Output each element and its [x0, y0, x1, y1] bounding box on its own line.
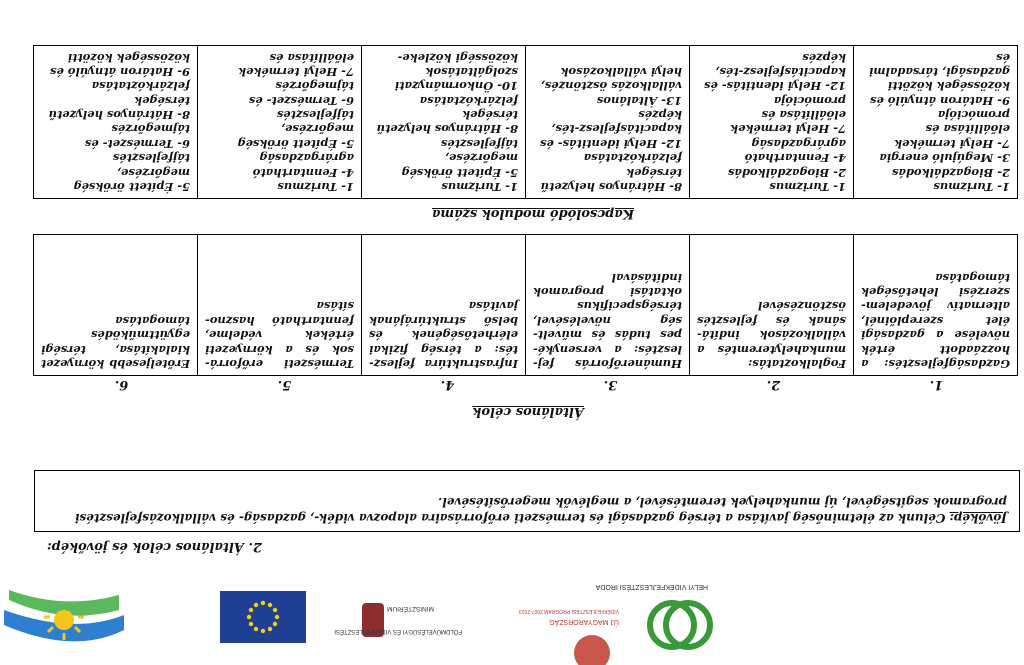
goal-number: 5. [277, 377, 292, 392]
module-item: 9- Határon átnyúló és közösségek közötti [50, 50, 190, 79]
module-item: 9- Határon átnyúló és közösségek közötti gazdasági, társadalmi és [868, 50, 1010, 108]
goals-table [33, 234, 1018, 376]
goal-number: 4. [440, 377, 455, 392]
module-item: 8- Hátrányos helyzetű térségek felzárkóztatása [540, 151, 682, 194]
module-item: 4- Fenntartható agrárgazdaság [252, 151, 354, 180]
goal-cell: Infrastruktúra fejlesz-tés: a térség fizikai elérhetőségének és belső struktúrájának javítása [362, 235, 526, 376]
module-item: 10- Önkormányzati szolgáltatások közösségi közleke- [394, 50, 518, 94]
module-cell [854, 46, 1018, 199]
module-item: 1- Turizmus [769, 180, 846, 194]
ministry-caption: MINISZTÉRIUM [387, 605, 434, 612]
leader-logo [595, 583, 710, 647]
goal-number: 1. [929, 377, 944, 392]
module-item: 2- Biogazdálkodás [891, 165, 1010, 180]
section-title: 2. Általános célok és jövőkép: [46, 539, 262, 554]
module-item: 5- Épített örökség megőrzése, tájfejlesztés [401, 136, 518, 180]
goal-cell: Gazdaságfejlesztés: a hozzáadott érték növelése a gazdasági élet szereplőinél, alternatív jövedelem-szerzési lehetőségek támogatása [854, 235, 1018, 376]
module-item: 7- Helyi termékek előállítása és [238, 50, 354, 79]
goals-heading: Általános célok [472, 404, 584, 419]
module-item: 3- Megújuló energia [879, 151, 1010, 166]
logo-strip [0, 570, 1024, 665]
module-cell [526, 46, 690, 199]
module-item: 8- Hátrányos helyzetű térségek felzárkóztatása [48, 79, 190, 123]
module-item: 5- Épített örökség megőrzése, tájfejlesztés [73, 151, 190, 194]
module-item: 2- Biogazdálkodás [727, 165, 846, 180]
module-item: 4- Fenntartható agrárgazdaság [744, 136, 846, 166]
goal-cell: Erőteljesebb környezet kialakítása, térségi együttműködés támogatása [34, 235, 198, 376]
ministry-logo [334, 603, 462, 637]
vision-box [34, 470, 1020, 532]
module-item: 6- Természet- és tájmegőrzés [84, 122, 190, 151]
goal-cell: Foglalkoztatás: munkahelyteremtés a vállalkozások indítá-sának és fejlesztés ösztönzésével [690, 235, 854, 376]
goal-number: 6. [114, 377, 129, 392]
regional-sun-logo [4, 590, 124, 641]
module-item: 13- Általános vállalkozás ösztönzés, helyi vállalkozások [540, 65, 682, 108]
module-item: 5- Épített örökség megőrzése, tájfejlesztés [237, 108, 354, 151]
umvp-caption: ÚJ MAGYARORSZÁG [549, 618, 619, 625]
module-item: 6- Természet- és tájmegőrzés [248, 79, 354, 108]
module-item: 1- Turizmus [277, 180, 354, 194]
goal-cell: Természeti erőforrá-sok és a környezeti értékek védelme, fenntartható haszno-sítása [198, 235, 362, 376]
module-item: 1- Turizmus [933, 180, 1010, 194]
goal-number: 2. [766, 377, 781, 392]
module-item: 7- Helyi termékek előállítása és promóciója [730, 93, 846, 137]
leader-caption: HELYI VIDÉKFEJLESZTÉSI IRODA [595, 583, 708, 590]
modules-table [33, 45, 1018, 199]
module-item: 1- Turizmus [441, 180, 518, 194]
goal-cell: Humánerőforrás fej-lesztés: a versenyké-pes tudás és művelt-ség növelésével, térségspecifikus oktatási programok indításával [526, 235, 690, 376]
vision-label: Jövőkép: [949, 511, 1007, 525]
ministry-subcaption: FÖLDMŰVELÉSÜGYI ÉS VIDÉKFEJLESZTÉSI [334, 628, 462, 634]
module-item: 7- Helyi termékek előállítása és promóciója [894, 108, 1010, 151]
umvp-subcaption: VIDÉKFEJLESZTÉSI PROGRAM 2007-2013 [518, 608, 619, 614]
goal-number-row [40, 374, 1018, 394]
module-cell [198, 46, 362, 199]
module-cell [690, 46, 854, 199]
module-cell [34, 46, 198, 199]
module-item: 12- Helyi identitás- és kapacitásfejlesz-tés, képzés [704, 50, 846, 94]
umvp-logo [519, 608, 619, 665]
module-item: 12- Helyi identitás- és kapacitásfejlesz-tés, képzés [540, 108, 682, 151]
goal-number: 3. [603, 377, 618, 392]
eu-flag-icon [220, 591, 306, 643]
module-cell [362, 46, 526, 199]
vision-text: Célunk az életminőség javítása a térség gazdasági és természeti erőforrásaira alapozva vidék-, gazdaság- és vállalkozásfejlesztési programok segítségével, új munkahelyek teremtésével, a meglévők megerősítésével. [74, 495, 1007, 525]
modules-heading: Kapcsolódó modulok száma [431, 206, 634, 221]
module-item: 8- Hátrányos helyzetű térségek felzárkóztatása [376, 93, 518, 137]
